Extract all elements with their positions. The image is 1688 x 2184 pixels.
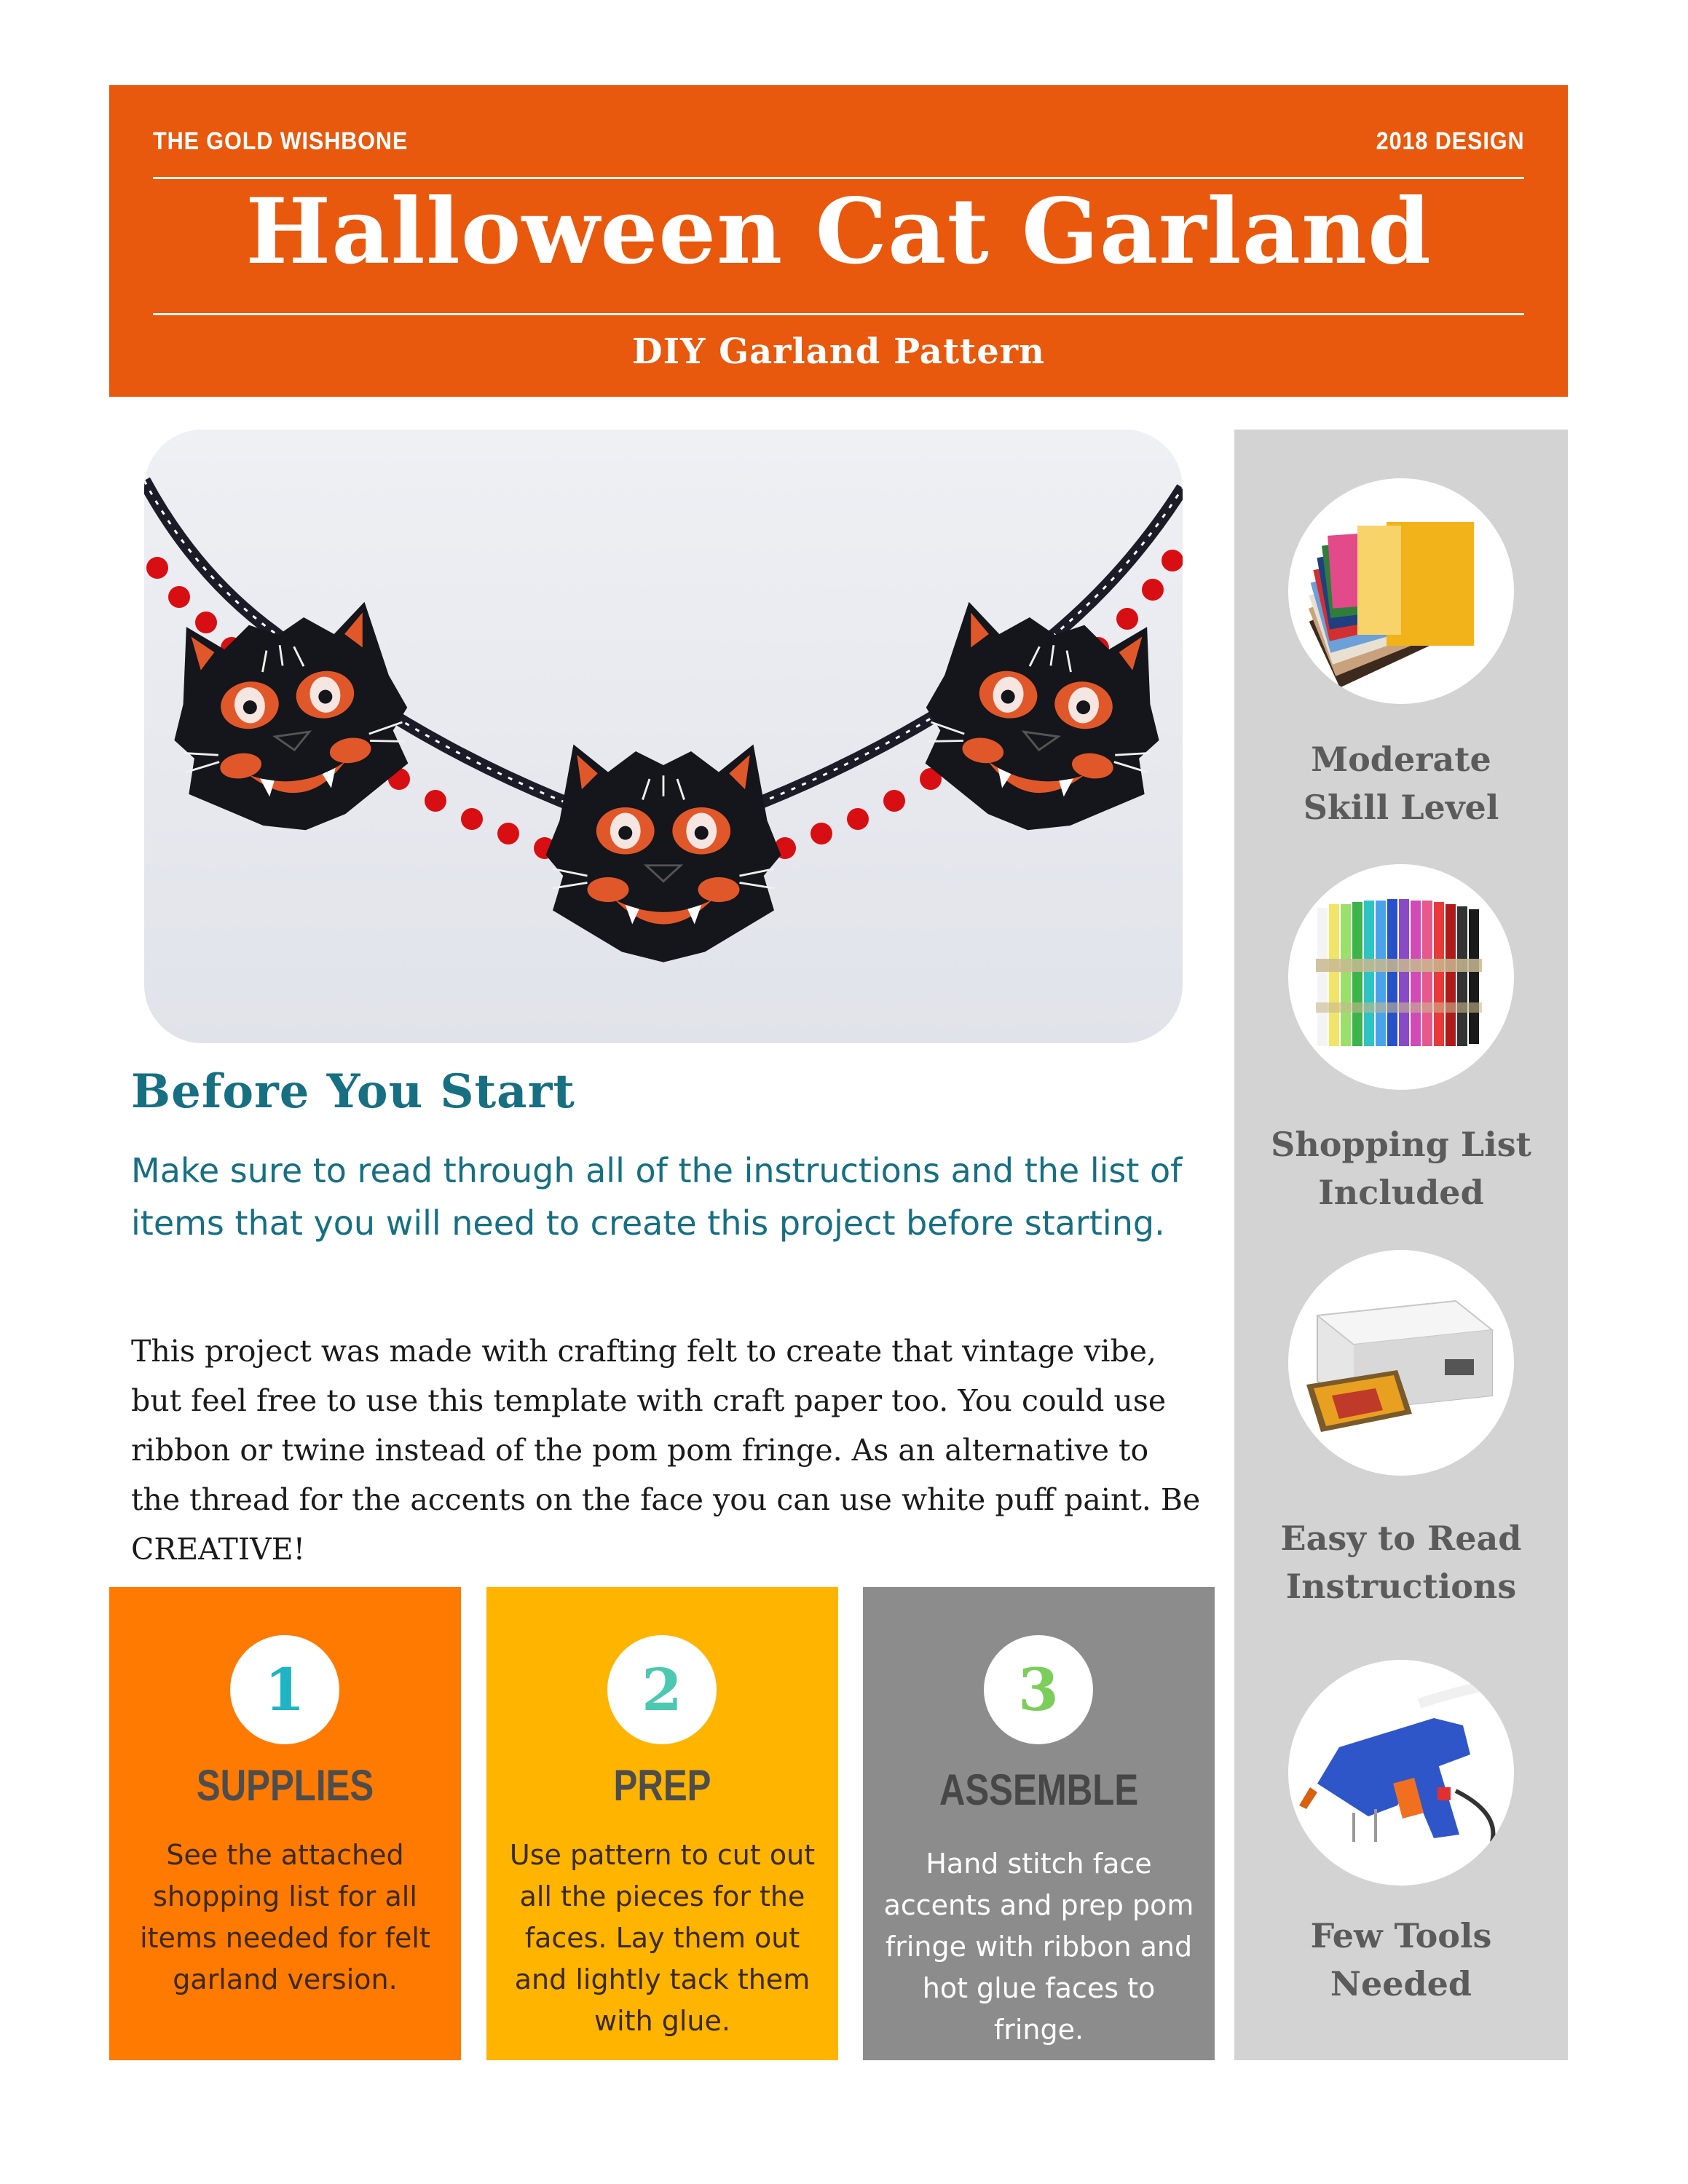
felt-sheets-icon: [1288, 478, 1514, 704]
embroidery-thread-icon: [1288, 864, 1514, 1090]
step-number-badge: 1: [230, 1635, 339, 1744]
feature-label-line: Included: [1318, 1173, 1484, 1212]
feature-label: [1234, 1120, 1568, 1216]
feature-label-line: Easy to Read: [1280, 1519, 1522, 1558]
feature-label-line: Few Tools: [1310, 1916, 1492, 1955]
glue-gun-icon: [1288, 1660, 1514, 1886]
feature-label-line: Skill Level: [1303, 788, 1499, 827]
header-divider-bottom: [153, 313, 1524, 315]
design-year: 2018 DESIGN: [1376, 127, 1524, 155]
feature-label: [1234, 1514, 1568, 1610]
intro-body: This project was made with crafting felt to create that vintage vibe, but feel free to use this template with craft paper too. You could use ribbon or twine instead of the pom pom fringe. As an alternative to the thread for the accents on the face you can use white puff paint. Be CREATIVE!: [131, 1334, 1201, 1567]
feature-label-line: Instructions: [1285, 1567, 1517, 1606]
feature-label: [1234, 1912, 1568, 2008]
page-title: Halloween Cat Garland: [245, 179, 1432, 285]
brand-name: THE GOLD WISHBONE: [153, 127, 409, 155]
feature-label-line: Needed: [1330, 1964, 1472, 2003]
feature-label-line: Shopping List: [1271, 1125, 1531, 1164]
step-description: Use pattern to cut out all the pieces for the faces. Lay them out and lightly tack them with glue.: [509, 1839, 816, 2037]
intro-lead: Make sure to read through all of the instructions and the list of items that you will need to create this project before starting.: [131, 1151, 1183, 1243]
feature-label: [1234, 735, 1568, 831]
step-title: ASSEMBLE: [939, 1765, 1139, 1814]
section-heading: Before You Start: [131, 1064, 575, 1119]
step-title: PREP: [613, 1761, 711, 1810]
feature-sidebar: [1234, 430, 1568, 2060]
garland-photo: [144, 430, 1183, 1043]
step-title: SUPPLIES: [196, 1761, 374, 1810]
title-banner: [109, 85, 1568, 397]
step-card-prep: [486, 1587, 838, 2060]
feature-label-line: Moderate: [1311, 740, 1491, 779]
printer-icon: [1288, 1250, 1514, 1476]
step-number-badge: 2: [607, 1635, 717, 1744]
step-description: Hand stitch face accents and prep pom fringe with ribbon and hot glue faces to fringe.: [883, 1848, 1194, 2046]
step-number-badge: 3: [984, 1635, 1093, 1744]
page-subtitle: DIY Garland Pattern: [632, 331, 1045, 372]
step-card-supplies: [109, 1587, 461, 2060]
step-card-assemble: [863, 1587, 1215, 2060]
step-description: See the attached shopping list for all items needed for felt garland version.: [140, 1839, 430, 1995]
